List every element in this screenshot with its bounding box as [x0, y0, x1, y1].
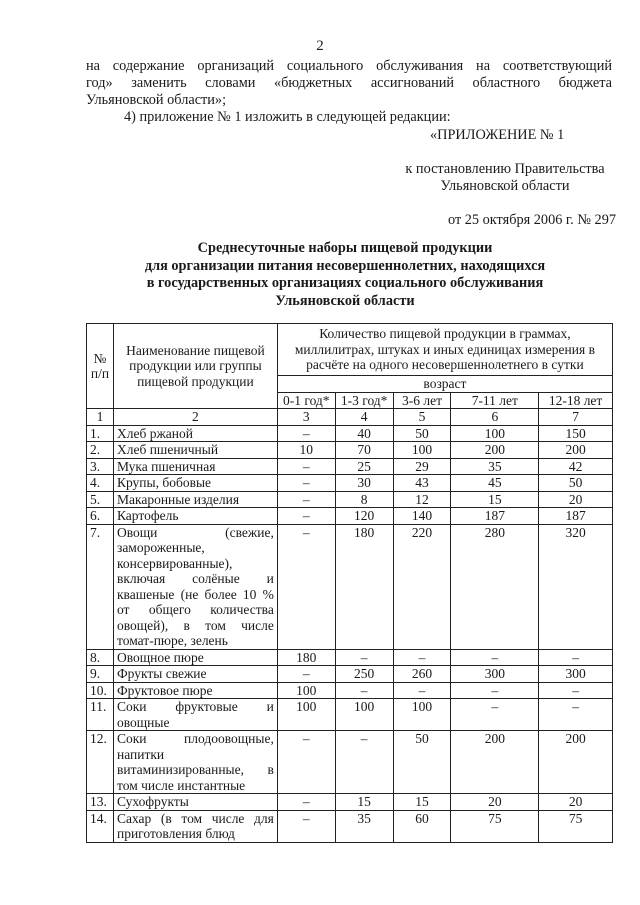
table-row: [87, 682, 613, 699]
index-cell: 1: [87, 409, 114, 426]
header-quantity: Количество пищевой продукции в граммах, миллилитрах, штуках и иных единицах измерения в расчёте на одного несовершеннолетнего в сутки: [277, 324, 612, 376]
row-quantity: –: [277, 731, 335, 794]
table-row: [87, 666, 613, 683]
row-quantity: –: [277, 524, 335, 649]
row-number: 10.: [87, 682, 114, 699]
table-row: [87, 425, 613, 442]
row-quantity: –: [393, 682, 451, 699]
row-quantity: 100: [393, 699, 451, 731]
title-line: в государственных организациях социального обслуживания: [146, 275, 544, 291]
row-product-name: Овощи (свежие, замороженные, консервированные), включая солёные и квашеные (не более 10 % от общего количества овощей), в том числе томат-пюре, зелень: [113, 524, 277, 649]
row-quantity: 180: [335, 524, 393, 649]
row-quantity: –: [335, 731, 393, 794]
row-quantity: 120: [335, 508, 393, 525]
food-rows: [87, 425, 613, 842]
row-quantity: 35: [335, 810, 393, 842]
header-age-group: 12-18 лет: [539, 392, 613, 409]
row-quantity: 180: [277, 649, 335, 666]
row-quantity: 45: [451, 475, 539, 492]
intro-line: на содержание организаций социального обслуживания на соответствующий: [86, 58, 612, 74]
row-quantity: 15: [393, 794, 451, 811]
row-product-name: Фрукты свежие: [113, 666, 277, 683]
row-product-name: Сухофрукты: [113, 794, 277, 811]
row-quantity: 100: [451, 425, 539, 442]
row-quantity: –: [539, 649, 613, 666]
table-row: [87, 699, 613, 731]
appendix-decree-date: от 25 октября 2006 г. № 297: [448, 212, 616, 228]
table-row: [87, 508, 613, 525]
row-quantity: 200: [539, 442, 613, 459]
row-quantity: 187: [451, 508, 539, 525]
title-line: Среднесуточные наборы пищевой продукции: [197, 240, 493, 256]
row-quantity: 20: [451, 794, 539, 811]
row-quantity: –: [277, 491, 335, 508]
header-age: возраст: [277, 376, 612, 393]
row-quantity: 100: [277, 682, 335, 699]
row-quantity: 300: [451, 666, 539, 683]
row-product-name: Мука пшеничная: [113, 458, 277, 475]
row-quantity: –: [277, 508, 335, 525]
index-cell: 6: [451, 409, 539, 426]
row-quantity: 29: [393, 458, 451, 475]
header-age-group: 0-1 год*: [277, 392, 335, 409]
table-row: [87, 810, 613, 842]
row-quantity: 10: [277, 442, 335, 459]
header-age-group: 3-6 лет: [393, 392, 451, 409]
index-cell: 2: [113, 409, 277, 426]
row-quantity: 12: [393, 491, 451, 508]
row-quantity: 150: [539, 425, 613, 442]
row-quantity: 260: [393, 666, 451, 683]
table-row: [87, 794, 613, 811]
appendix-decree-line2: Ульяновской области: [440, 178, 570, 194]
row-number: 13.: [87, 794, 114, 811]
index-cell: 7: [539, 409, 613, 426]
row-quantity: 70: [335, 442, 393, 459]
intro-line: год» заменить словами «бюджетных ассигнований областного бюджета: [86, 75, 612, 91]
row-number: 8.: [87, 649, 114, 666]
title-line: Ульяновской области: [275, 292, 415, 309]
header-age-group: 7-11 лет: [451, 392, 539, 409]
index-cell: 5: [393, 409, 451, 426]
intro-paragraph: [86, 58, 612, 109]
row-quantity: 320: [539, 524, 613, 649]
table-row: [87, 442, 613, 459]
row-quantity: 300: [539, 666, 613, 683]
table-row: [87, 491, 613, 508]
row-number: 9.: [87, 666, 114, 683]
row-number: 6.: [87, 508, 114, 525]
row-quantity: 75: [539, 810, 613, 842]
row-product-name: Соки плодоовощные, напитки витаминизированные, в том числе инстантные: [113, 731, 277, 794]
row-product-name: Соки фруктовые и овощные: [113, 699, 277, 731]
row-quantity: –: [393, 649, 451, 666]
intro-line: Ульяновской области»;: [86, 92, 227, 108]
table-row: [87, 458, 613, 475]
row-quantity: 100: [277, 699, 335, 731]
row-quantity: 8: [335, 491, 393, 508]
row-quantity: 200: [451, 731, 539, 794]
appendix-title: «ПРИЛОЖЕНИЕ № 1: [430, 127, 565, 143]
row-quantity: 42: [539, 458, 613, 475]
appendix-decree-line1: к постановлению Правительства: [405, 161, 605, 177]
row-product-name: Фруктовое пюре: [113, 682, 277, 699]
row-number: 4.: [87, 475, 114, 492]
header-age-group: 1-3 год*: [335, 392, 393, 409]
row-quantity: 20: [539, 491, 613, 508]
row-number: 1.: [87, 425, 114, 442]
row-quantity: –: [277, 458, 335, 475]
row-product-name: Овощное пюре: [113, 649, 277, 666]
row-quantity: –: [277, 666, 335, 683]
row-quantity: –: [451, 649, 539, 666]
row-quantity: 220: [393, 524, 451, 649]
row-quantity: –: [539, 699, 613, 731]
row-product-name: Хлеб ржаной: [113, 425, 277, 442]
row-number: 7.: [87, 524, 114, 649]
row-quantity: –: [277, 794, 335, 811]
table-row: [87, 475, 613, 492]
header-name: Наименование пищевой продукции или группы пищевой продукции: [113, 324, 277, 409]
row-quantity: 75: [451, 810, 539, 842]
row-product-name: Хлеб пшеничный: [113, 442, 277, 459]
row-quantity: –: [451, 699, 539, 731]
row-quantity: –: [277, 810, 335, 842]
row-number: 14.: [87, 810, 114, 842]
row-quantity: 140: [393, 508, 451, 525]
row-quantity: –: [277, 475, 335, 492]
row-quantity: 20: [539, 794, 613, 811]
row-quantity: 187: [539, 508, 613, 525]
row-quantity: 15: [451, 491, 539, 508]
row-quantity: 35: [451, 458, 539, 475]
document-title: [80, 240, 610, 310]
index-row: [87, 409, 613, 426]
row-quantity: –: [335, 682, 393, 699]
row-quantity: –: [335, 649, 393, 666]
row-quantity: 50: [393, 731, 451, 794]
row-quantity: –: [277, 425, 335, 442]
row-quantity: 100: [393, 442, 451, 459]
row-quantity: –: [451, 682, 539, 699]
food-norms-table: [86, 323, 613, 843]
row-quantity: 250: [335, 666, 393, 683]
header-num: № п/п: [87, 324, 114, 409]
row-number: 3.: [87, 458, 114, 475]
title-line: для организации питания несовершеннолетних, находящихся: [144, 257, 546, 274]
table-row: [87, 731, 613, 794]
row-quantity: 200: [539, 731, 613, 794]
row-product-name: Сахар (в том числе для приготовления блюд: [113, 810, 277, 842]
row-number: 11.: [87, 699, 114, 731]
row-quantity: 15: [335, 794, 393, 811]
row-quantity: 100: [335, 699, 393, 731]
row-product-name: Картофель: [113, 508, 277, 525]
row-quantity: 25: [335, 458, 393, 475]
row-quantity: 43: [393, 475, 451, 492]
row-quantity: 200: [451, 442, 539, 459]
row-quantity: 280: [451, 524, 539, 649]
index-cell: 3: [277, 409, 335, 426]
row-quantity: 60: [393, 810, 451, 842]
row-quantity: 30: [335, 475, 393, 492]
row-number: 12.: [87, 731, 114, 794]
row-quantity: –: [539, 682, 613, 699]
row-number: 5.: [87, 491, 114, 508]
row-product-name: Крупы, бобовые: [113, 475, 277, 492]
row-product-name: Макаронные изделия: [113, 491, 277, 508]
page-number: 2: [316, 38, 324, 54]
table-row: [87, 524, 613, 649]
row-number: 2.: [87, 442, 114, 459]
row-quantity: 50: [393, 425, 451, 442]
row-quantity: 50: [539, 475, 613, 492]
table-row: [87, 649, 613, 666]
item-4-line: 4) приложение № 1 изложить в следующей редакции:: [124, 109, 451, 125]
index-cell: 4: [335, 409, 393, 426]
row-quantity: 40: [335, 425, 393, 442]
